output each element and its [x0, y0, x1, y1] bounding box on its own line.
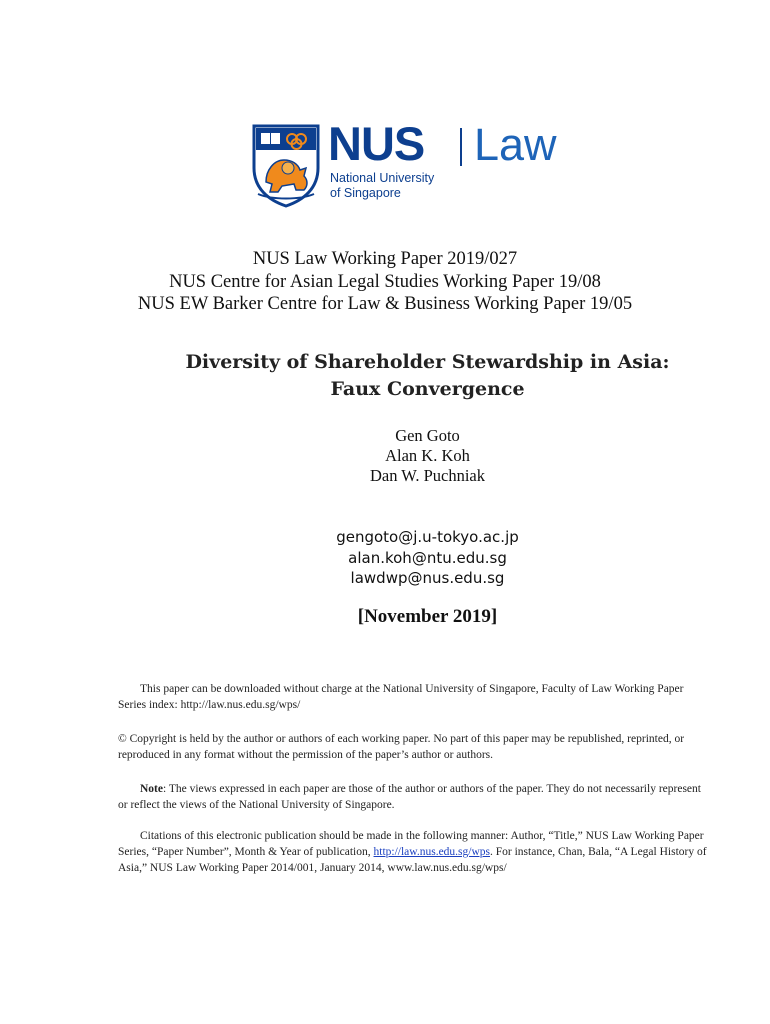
author-email: alan.koh@ntu.edu.sg — [348, 548, 507, 567]
author-name: Gen Goto — [395, 426, 460, 445]
paper-title-line1: Diversity of Shareholder Stewardship in Asia: — [185, 351, 670, 373]
wps-link[interactable]: http://law.nus.edu.sg/wps — [373, 846, 491, 858]
nus-crest-icon — [252, 124, 320, 208]
working-paper-line: NUS Centre for Asian Legal Studies Working Paper 19/08 — [169, 271, 601, 292]
copyright-notice: © Copyright is held by the author or authors of each working paper. No part of this paper may be republished, reprinted, or reproduced in any format without the permission of the paper’s author or authors. — [118, 733, 685, 761]
working-paper-line: NUS EW Barker Centre for Law & Business Working Paper 19/05 — [137, 294, 633, 314]
working-paper-series — [0, 248, 770, 316]
logo-university-name — [330, 171, 470, 201]
paper-title — [0, 349, 770, 403]
author-email: gengoto@j.u-tokyo.ac.jp — [336, 528, 519, 546]
author-name: Dan W. Puchniak — [369, 466, 486, 485]
email-list — [0, 527, 770, 589]
logo-divider — [460, 128, 462, 166]
author-list — [0, 426, 770, 486]
logo-nus-text: NUS — [328, 117, 425, 170]
logo-law-text: Law — [474, 119, 557, 170]
citation-example: . For instance, Chan, Bala, “A Legal History of Asia,” NUS Law Working Paper 2014/001, January 2014, www.law.nus.edu.sg/wps/ — [118, 846, 707, 874]
paper-title-line2: Faux Convergence — [330, 378, 525, 400]
logo-university-line2: of Singapore — [330, 186, 401, 200]
citation-text: Citations of this electronic publication should be made in the following manner: Author, “Title,” NUS Law Working Paper Series, “Paper Number”, Month & Year of publication, — [118, 830, 704, 858]
nus-law-logo — [252, 117, 582, 212]
disclaimer-note — [118, 781, 708, 813]
logo-university-line1: National University — [330, 171, 435, 185]
publication-date: [November 2019] — [357, 606, 498, 627]
author-email: lawdwp@nus.edu.sg — [350, 569, 505, 587]
citation-instructions — [118, 828, 708, 876]
note-text: : The views expressed in each paper are those of the author or authors of the paper. They do not necessarily represent or reflect the views of the National University of Singapore. — [118, 783, 701, 811]
download-notice: This paper can be downloaded without charge at the National University of Singapore, Faculty of Law Working Paper Series index: http://law.nus.edu.sg/wps/ — [118, 683, 684, 711]
note-label: Note — [140, 783, 163, 795]
author-name: Alan K. Koh — [385, 446, 470, 465]
working-paper-line: NUS Law Working Paper 2019/027 — [252, 249, 518, 269]
